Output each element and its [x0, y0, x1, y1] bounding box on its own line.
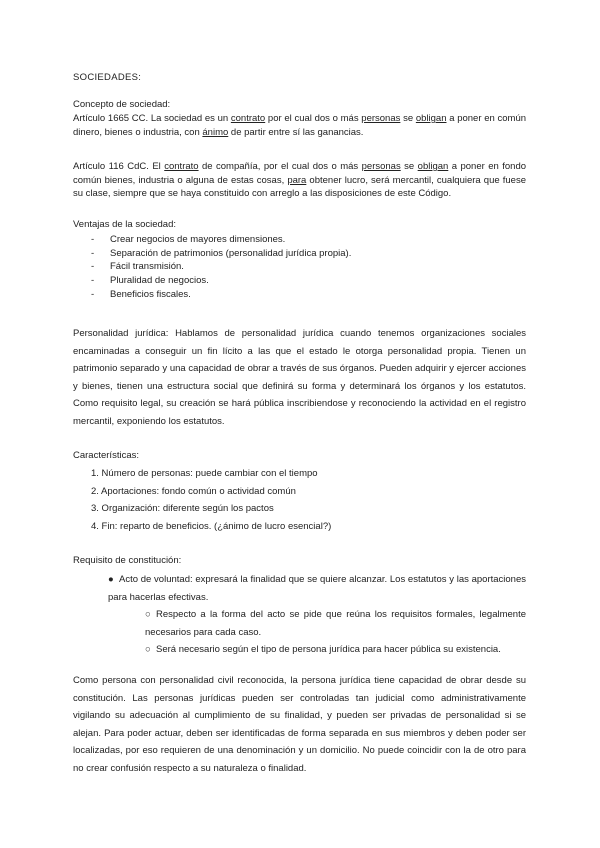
concepto-heading: Concepto de sociedad:	[73, 99, 171, 110]
list-item: - Fácil transmisión.	[91, 260, 351, 274]
list-item: ● Acto de voluntad: expresará la finalidad que se quiere alcanzar. Los estatutos y las aportaciones para hacerlas efectivas.	[108, 571, 526, 606]
articulo-116: Artículo 116 CdC. El contrato de compañía, por el cual dos o más personas se obligan a poner en fondo común bienes, industria o alguna de estas cosas, para obtener lucro, será mercantil, cualquiera que fuese su clase, siempre que se haya constituido con arreglo a las disposiciones de este Código.	[73, 161, 527, 199]
list-item: - Separación de patrimonios (personalidad jurídica propia).	[91, 247, 351, 261]
list-item: 3. Organización: diferente según los pactos	[91, 503, 274, 514]
requisito-heading: Requisito de constitución:	[73, 555, 182, 566]
circle-bullet-icon: ○	[145, 644, 151, 655]
list-item: - Beneficios fiscales.	[91, 288, 351, 302]
page-title: SOCIEDADES:	[73, 72, 142, 83]
list-item: 4. Fin: reparto de beneficios. (¿ánimo de lucro esencial?)	[91, 520, 332, 532]
requisito-list	[108, 571, 526, 659]
list-item: 1. Número de personas: puede cambiar con el tiempo	[91, 468, 318, 479]
circle-bullet-icon: ○	[145, 609, 151, 620]
caracteristicas-list	[91, 465, 331, 535]
personalidad-paragraph: Personalidad jurídica: Hablamos de personalidad jurídica cuando tenemos organizaciones sociales encaminadas a conseguir un fin lícito a las que el estado le otorga personalidad propia. Tienen un patrimonio separado y una capacidad de obrar a través de sus órganos. Pueden adquirir y ejercer acciones y bienes, tienen una estructura social que definirá su forma y determinará los órganos y los estatutos. Como requisito legal, su creación se hará pública inscribiendose y reconociendo la actividad en el registro mercantil, exponiendo los estatutos.	[73, 328, 526, 427]
bullet-icon: ●	[108, 574, 114, 585]
list-item: - Pluralidad de negocios.	[91, 274, 351, 288]
ventajas-heading: Ventajas de la sociedad:	[73, 219, 176, 230]
list-item: ○ Será necesario según el tipo de persona jurídica para hacer pública su existencia.	[145, 641, 526, 659]
list-item: 2. Aportaciones: fondo común o actividad común	[91, 485, 296, 497]
ventajas-list	[91, 233, 351, 302]
list-item: - Crear negocios de mayores dimensiones.	[91, 233, 351, 247]
articulo-1665: Artículo 1665 CC. La sociedad es un contrato por el cual dos o más personas se obligan a poner en común dinero, bienes o industria, con ánimo de partir entre sí las ganancias.	[73, 113, 527, 138]
list-item: ○ Respecto a la forma del acto se pide que reúna los requisitos formales, legalmente necesarios para cada caso.	[145, 606, 526, 641]
final-paragraph: Como persona con personalidad civil reconocida, la persona jurídica tiene capacidad de obrar desde su constitución. Las personas jurídicas pueden ser controladas tan judicial como administrativamente vigilando su adecuación al cumplimiento de su finalidad, y pueden ser privadas de personalidad si se alejan. Para poder actuar, deben ser identificadas de forma separada en sus miembros y deben poder ser localizadas, por eso requieren de una denominación y un domicilio. No puede coincidir con la de otro para no crear confusión respecto a su naturaleza o finalidad.	[73, 675, 526, 774]
caracteristicas-heading: Características:	[73, 450, 139, 461]
